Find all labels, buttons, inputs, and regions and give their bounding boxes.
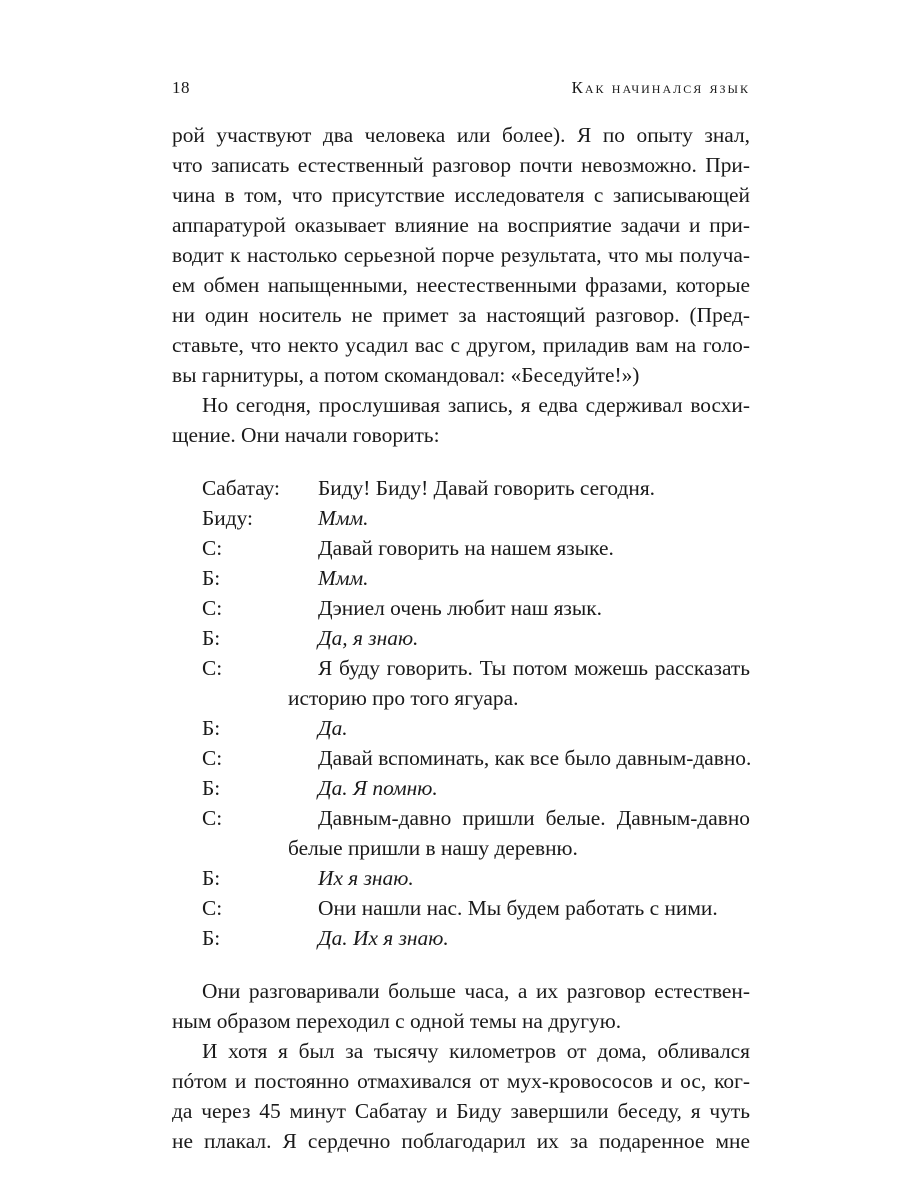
utterance: Да. Их я знаю. — [318, 926, 449, 950]
utterance: Ммм. — [318, 566, 369, 590]
dialogue-line — [172, 593, 750, 623]
dialogue-block — [172, 473, 750, 953]
spacer — [172, 953, 750, 976]
page-number: 18 — [172, 78, 190, 97]
speaker-label: Б: — [202, 866, 221, 890]
utterance: Давай вспоминать, как все было давным-давно. — [318, 746, 752, 770]
utterance: Они нашли нас. Мы будем работать с ними. — [318, 896, 718, 920]
text-line: ным образом переходил с одной темы на другую. — [172, 1009, 622, 1033]
text-line: ем обмен напыщенными, неестественными фразами, которые — [172, 273, 750, 297]
text-line: вы гарнитуры, а потом скомандовал: «Беседуйте!») — [172, 363, 640, 387]
paragraph-3 — [172, 976, 750, 1036]
utterance: Давай говорить на нашем языке. — [318, 536, 614, 560]
speaker-label: Сабатау: — [202, 476, 280, 500]
page-body — [172, 120, 750, 1156]
dialogue-line — [172, 713, 750, 743]
text-line: ставьте, что некто усадил вас с другом, приладив вам на голо- — [172, 333, 750, 357]
text-line: чина в том, что присутствие исследователя с записывающей — [172, 183, 750, 207]
dialogue-line — [172, 563, 750, 593]
utterance: Их я знаю. — [318, 866, 414, 890]
utterance: Да. — [318, 716, 348, 740]
text-line: водит к настолько серьезной порче результата, что мы получа- — [172, 243, 750, 267]
speaker-label: Б: — [202, 716, 221, 740]
text-line: не плакал. Я сердечно поблагодарил их за подаренное мне — [172, 1129, 750, 1153]
utterance-continuation: белые пришли в нашу деревню. — [288, 836, 578, 860]
speaker-label: С: — [202, 536, 223, 560]
speaker-label: Б: — [202, 776, 221, 800]
paragraph-4 — [172, 1036, 750, 1156]
speaker-label: С: — [202, 656, 223, 680]
speaker-label: Б: — [202, 566, 221, 590]
text-line: Но сегодня, прослушивая запись, я едва сдерживал восхи- — [202, 393, 750, 417]
dialogue-line — [172, 923, 750, 953]
speaker-label: С: — [202, 806, 223, 830]
utterance: Дэниел очень любит наш язык. — [318, 596, 602, 620]
speaker-label: С: — [202, 596, 223, 620]
utterance-continuation: историю про того ягуара. — [288, 686, 519, 710]
utterance: Ммм. — [318, 506, 369, 530]
paragraph-2 — [172, 390, 750, 450]
speaker-label: С: — [202, 896, 223, 920]
text-line: ни один носитель не примет за настоящий разговор. (Пред- — [172, 303, 750, 327]
spacer — [172, 450, 750, 473]
utterance: Я буду говорить. Ты потом можешь рассказать — [318, 656, 750, 680]
utterance: Да. Я помню. — [318, 776, 438, 800]
paragraph-1 — [172, 120, 750, 390]
text-line: да через 45 минут Сабатау и Биду завершили беседу, я чуть — [172, 1099, 750, 1123]
text-line: что записать естественный разговор почти невозможно. При- — [172, 153, 750, 177]
dialogue-line — [172, 503, 750, 533]
utterance: Да, я знаю. — [318, 626, 419, 650]
dialogue-line — [172, 623, 750, 653]
dialogue-line — [172, 863, 750, 893]
utterance: Давным-давно пришли белые. Давным-давно — [318, 806, 750, 830]
speaker-label: Б: — [202, 626, 221, 650]
utterance: Биду! Биду! Давай говорить сегодня. — [318, 476, 656, 500]
dialogue-line — [172, 653, 750, 683]
dialogue-line — [172, 803, 750, 833]
speaker-label: Б: — [202, 926, 221, 950]
dialogue-line — [172, 473, 750, 503]
text-line: И хотя я был за тысячу километров от дома, обливался — [202, 1039, 750, 1063]
running-title: Как начинался язык — [571, 78, 750, 97]
dialogue-line — [172, 743, 750, 773]
text-line: Они разговаривали больше часа, а их разговор естествен- — [202, 979, 750, 1003]
dialogue-line — [172, 533, 750, 563]
dialogue-line — [172, 893, 750, 923]
text-line: рой участвуют два человека или более). Я по опыту знал, — [172, 123, 750, 147]
text-line: аппаратурой оказывает влияние на восприятие задачи и при- — [172, 213, 750, 237]
text-line: пóтом и постоянно отмахивался от мух-кровососов и ос, ког- — [172, 1069, 750, 1093]
dialogue-line — [172, 773, 750, 803]
speaker-label: С: — [202, 746, 223, 770]
speaker-label: Биду: — [202, 506, 253, 530]
text-line: щение. Они начали говорить: — [172, 423, 440, 447]
